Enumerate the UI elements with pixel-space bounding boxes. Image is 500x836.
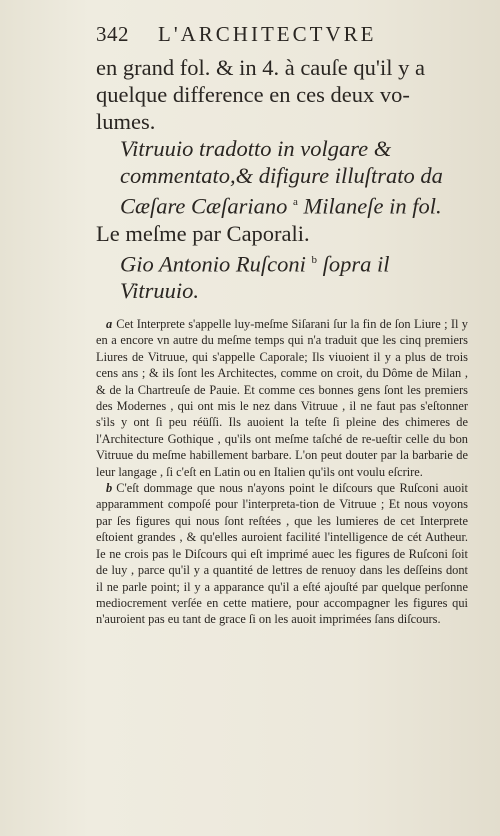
text-line-continuation: en grand fol. & in 4. à cauſe qu'il y a quelque difference en ces deux vo-lumes. <box>96 55 425 134</box>
footnote-b <box>96 480 468 628</box>
running-title: L'ARCHITECTVRE <box>158 22 377 46</box>
main-text <box>96 54 468 304</box>
footnote-a-text: Cet Interprete s'appelle luy-meſme Siſarani ſur la fin de ſon Liure ; Il y en a encore vn autre du meſme temps qui n'a traduit que les cinq premiers Liures de Vitruue, qui s'appelle Caporale; Ils viuoient il y a plus de trois cens ans ; & ils ſont les Architectes, comme on croit, du Dôme de Milan , & de la Chartreuſe de Pauie. Et comme ces bonnes gens ſont les premiers des Modernes , qui ont mis le nez dans Vitruue , il ne faut pas s'eſtonner s'ils y ont ſi peu réüſſi. Ils auoient la teſte ſi pleine des chimeres de l'Architecture Gothique , qu'ils ont meſme taſché de re-ueſtir celle du bon Vitruue du meſme habillement barbare. L'on peut douter par la barbarie de leur langage , ſi c'eſt en Latin ou en Italien qu'ils ont voulu eſcrire. <box>96 317 468 479</box>
entry-rusconi-text: Gio Antonio Ruſconi <box>120 251 306 276</box>
footnote-b-text: C'eſt dommage que nous n'ayons point le diſcours que Ruſconi auoit apparamment compoſé pour l'interpreta-tion de Vitruue ; Et nous voyons par ſes figures qui nous ſont reſtées , que les lumieres de cet Interprete eſtoient grandes , & qu'elles auroient facilité l'intelligence de cét Autheur. Ie ne crois pas le Diſcours qui eſt imprimé auec les figures de Ruſconi ſoit de luy , parce qu'il y a quantité de lettres de renuoy dans les deſſeins dont il ne parle point; il y a apparance qu'il a eſté ajouſté par quelque perſonne mediocrement verſée en cette matiere, pour accompagner les figures qui n'auroient pas eu tant de grace ſi on les auoit imprimées ſans diſcours. <box>96 481 468 627</box>
page-header <box>96 22 460 47</box>
page-number: 342 <box>96 22 129 46</box>
footnotes <box>96 316 468 628</box>
entry-cesariano-end: Milaneſe in fol. <box>303 193 442 219</box>
footnote-a-mark: a <box>106 317 113 331</box>
entry-rusconi-end: ſopra il Vitruuio. <box>120 251 390 303</box>
footnote-mark-a: a <box>292 196 298 208</box>
entry-cesariano-text: Vitruuio tradotto in volgare & commentato,& difigure illuſtrato da Cæſare Cæſariano <box>120 136 443 219</box>
footnote-a <box>96 316 468 480</box>
footnote-mark-b: b <box>311 253 317 266</box>
entry-cesariano <box>96 135 468 220</box>
footnote-b-mark: b <box>106 481 113 496</box>
entry-rusconi <box>96 247 468 305</box>
entry-caporali: Le meſme par Caporali. <box>96 220 310 246</box>
